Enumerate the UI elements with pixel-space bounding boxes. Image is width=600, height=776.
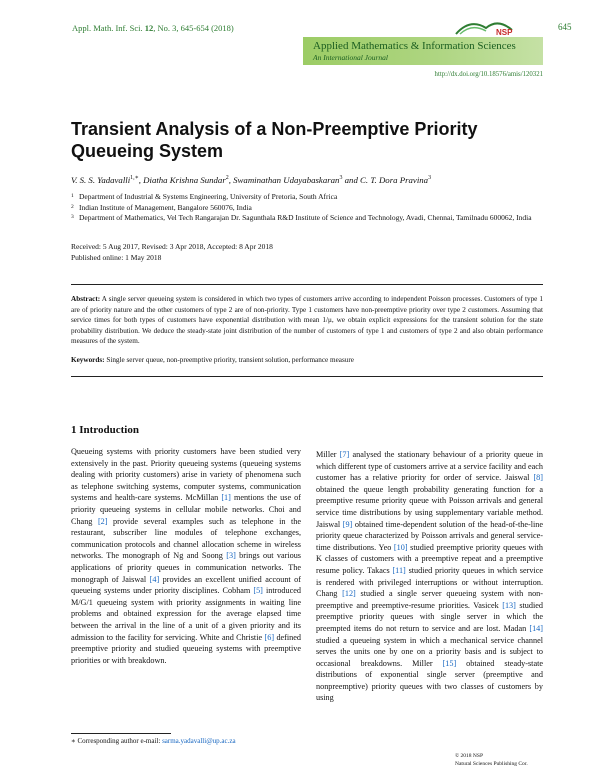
copyright-text: © 2018 NSP: [455, 753, 484, 759]
footnote-divider: [71, 733, 171, 734]
author-list: V. S. S. Yadavalli$^{1,∗}$, Diatha Krishna Sundar$^2$, Swaminathan Udayabaskaran$^3$ and C. T. Dora Pravina$^3$: [71, 174, 432, 185]
publisher-name: Natural Sciences Publishing Cor.: [455, 761, 528, 767]
citation-link[interactable]: [7]: [339, 450, 350, 459]
paragraph-text: introduced M/G/1 queueing system with priority assignments in waiting line problems and obtained expression for the average elapsed time between the arrival in the line of a unit of a given priority and its admission to the facility for servicing. White and Christie: [71, 586, 301, 642]
paragraph-text: defined preemptive priority and studied queueing systems with preemptive priorities or with breakdown.: [71, 632, 301, 665]
published-date: Published online: 1 May 2018: [71, 252, 162, 262]
article-title: Transient Analysis of a Non-Preemptive Priority Queueing System: [71, 119, 478, 161]
author-name: C. T. Dora Pravina: [360, 174, 429, 185]
paragraph-text: studied priority queues in which service is rendered with privileged interruptions or without interruption. Chang: [316, 565, 543, 599]
doi-link[interactable]: http://dx.doi.org/10.18576/amis/120321: [434, 71, 543, 78]
author-sup: 3: [339, 175, 343, 181]
abstract-text: A single server queueing system is considered in which two types of customers arrive according to independent Poisson processes. Customers of type 1 are of priority nature and the other customers of type 2 are of non-priority. Type 1 customers have non-preemptive priority over type 2 customers. Assuming that service times for both types of customers have exponential distribution with mean 1/μ, we obtain explicit expressions for the transient solution for the state probability distribution. We deduce the steady-state joint distribution of the number of customers of type 1 and customers of type 2 and also obtain performance measures of the system.: [71, 295, 543, 346]
paragraph-text: provide several examples such as telephone in the restaurant, subscriber line modules of telephone exchanges, communication protocols and channel allocation scheme in wireless networks. The monograph of Ng and Soong: [71, 516, 301, 561]
paragraph-text: obtained the queue length probability generating function for a preemptive resume priority queue with Poisson arrivals and general service time distributions by using supplementary variable method. Jaiswal: [316, 484, 543, 529]
citation-link[interactable]: [4]: [149, 574, 160, 584]
divider: [71, 376, 543, 377]
author-name: Diatha Krishna Sundar: [143, 174, 226, 185]
paragraph-text: obtained time-dependent solution of the head-of-the-line priority queue characterized by Poisson arrivals and general service-time distributions. Yeo: [316, 519, 543, 552]
author-sup: 3: [428, 175, 432, 181]
citation-link[interactable]: [13]: [502, 600, 516, 610]
paragraph-text: studied a queueing system in which a mechanical service channel serves the units one by one on a priority basis and is subject to occasional breakdowns. Miller: [316, 635, 543, 668]
citation-link[interactable]: [9]: [342, 519, 353, 529]
citation-link[interactable]: [12]: [342, 589, 356, 599]
affiliation: 1 Department of Industrial & Systems Engineering, University of Pretoria, South Africa: [71, 192, 338, 201]
keywords-text: Single server queue, non-preemptive priority, transient solution, performance measure: [106, 356, 354, 364]
intro-right-column: [316, 449, 543, 704]
paragraph-text: studied a single server queueing system with non-preemptive and preemptive-resume priorities. Vasicek: [316, 589, 543, 610]
paragraph-text: provides an excellent unified account of queueing systems under priority disciplines. Cobham: [71, 574, 301, 596]
citation-link[interactable]: [14]: [529, 623, 543, 633]
author-email-link[interactable]: sarma.yadavalli@up.ac.za: [162, 737, 236, 745]
citation-link[interactable]: [11]: [392, 565, 406, 575]
citation-link[interactable]: [3]: [226, 551, 236, 561]
received-dates: Received: 5 Aug 2017, Revised: 3 Apr 2018, Accepted: 8 Apr 2018: [71, 242, 273, 251]
affiliation: 3 Department of Mathematics, Vel Tech Rangarajan Dr. Sagunthala R&D Institute of Science and Technology, Avadi, Chennai, Tamilnadu 600062, India: [71, 213, 532, 222]
citation-link[interactable]: [5]: [253, 586, 263, 596]
paragraph-text: brings out various applications of priority queues in communication networks. The monograph of Jaiswal: [71, 551, 301, 584]
keywords-label: Keywords:: [71, 356, 105, 364]
citation-link[interactable]: [8]: [533, 473, 543, 483]
paragraph-text: mentions the use of priority queueing systems in cellular mobile networks. Choi and Chang: [71, 493, 301, 526]
keywords: [71, 356, 543, 364]
citation-link[interactable]: [1]: [221, 493, 231, 503]
author-name: Swaminathan Udayabaskaran: [233, 174, 340, 185]
paragraph-text: Queueing systems with priority customers have been studied very extensively in the past. Priority queueing systems (queueing systems dealing with priority customers) arise in variety of phenomena such as telephone switching systems, computer systems, communication systems and health-care systems. McMillan: [71, 447, 301, 503]
citation-link[interactable]: [10]: [393, 542, 408, 552]
abstract: [71, 294, 543, 347]
nsp-logo: [452, 14, 544, 38]
divider: [71, 284, 543, 285]
author-sup: 2: [225, 175, 229, 181]
corresponding-author-footnote: ∗ Corresponding author e-mail: sarma.yadavalli@up.ac.za: [71, 737, 236, 745]
journal-volume: 12: [144, 23, 154, 33]
article-dates: [71, 242, 273, 263]
author-name: V. S. S. Yadavalli: [71, 174, 131, 185]
journal-name: Applied Mathematics & Information Sciences: [313, 40, 516, 52]
citation-link[interactable]: [2]: [97, 516, 108, 526]
author-sup: 1,∗: [130, 175, 139, 181]
paragraph-text: Miller: [316, 450, 340, 459]
section-heading: 1 Introduction: [71, 424, 139, 436]
journal-abbrev: Appl. Math. Inf. Sci.: [72, 23, 143, 33]
logo-text: NSP: [496, 28, 513, 37]
copyright-notice: [455, 752, 528, 768]
affiliations: [71, 192, 541, 224]
page-number: 645: [558, 22, 572, 32]
affiliation: 2 Indian Institute of Management, Bangalore 560076, India: [71, 202, 252, 212]
abstract-label: Abstract:: [71, 295, 101, 303]
paragraph-text: studied preemptive priority queues with single server in which the preempted items do not return to service and are lost. Madan: [316, 600, 543, 633]
journal-subtitle: An International Journal: [313, 53, 388, 62]
citation-link[interactable]: [15]: [442, 658, 457, 668]
journal-issue-pages: , No. 3, 645-654 (2018): [153, 23, 234, 33]
citation-link[interactable]: [6]: [264, 632, 275, 642]
paragraph-text: obtained steady-state distributions of exponential single server (preemptive and nonpreemptive) priority queues with two classes of customers by using: [316, 658, 543, 703]
paragraph-text: analysed the stationary behaviour of a priority queue in which different type of customers arrive at a service facility and each customer has a relative priority for order of service. Jaiswal: [316, 450, 543, 483]
journal-citation: [72, 23, 234, 33]
paragraph-text: studied preemptive priority queues with K classes of customers with a preemptive repeat and a preemptive resume policy. Takacs: [316, 542, 543, 575]
intro-left-column: [71, 446, 301, 666]
